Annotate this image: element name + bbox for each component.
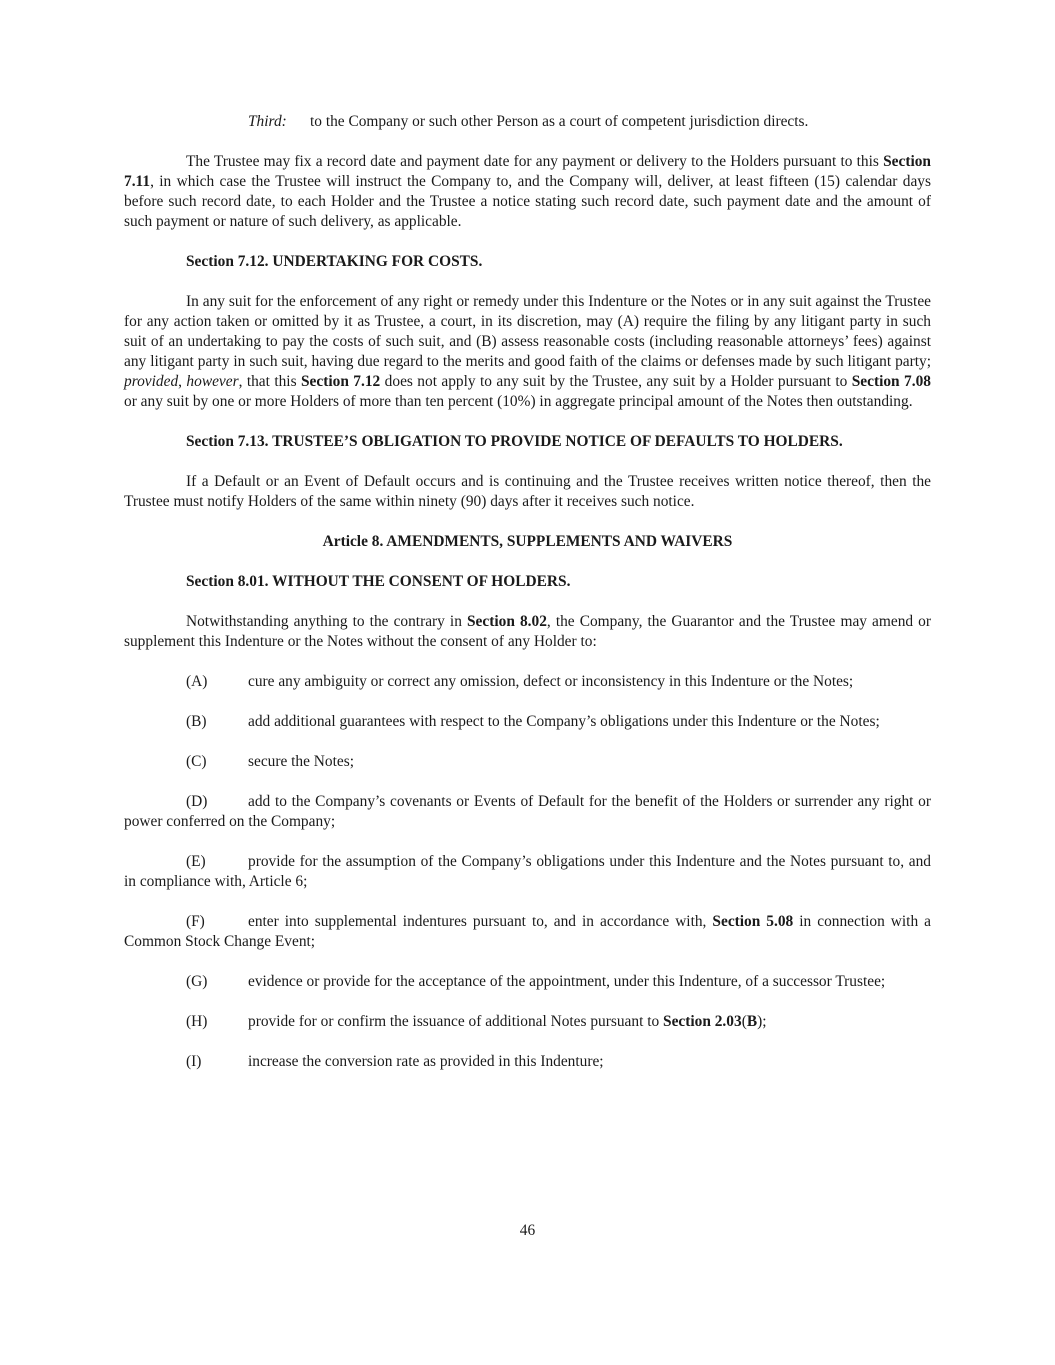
list-item-d: (D) add to the Company’s covenants or Events of Default for the benefit of the Holders or surrender any right or power conferred on the Company; [124, 793, 931, 830]
list-item-i: (I) increase the conversion rate as provided in this Indenture; [186, 1053, 604, 1070]
record-date-paragraph: The Trustee may fix a record date and payment date for any payment or delivery to the Holders pursuant to this Section 7.11, in which case the Trustee will instruct the Company to, and the Company will, deliver, at least fifteen (15) calendar days before such record date, to each Holder and the Trustee a notice stating such record date, such payment date and the amount of such payment or nature of such delivery, as applicable. [124, 153, 931, 230]
section-8-01-body: Notwithstanding anything to the contrary in Section 8.02, the Company, the Guarantor and the Trustee may amend or supplement this Indenture or the Notes without the consent of any Holder to: [124, 613, 931, 650]
section-ref: Section 2.03 [663, 1013, 742, 1030]
section-7-13-body: If a Default or an Event of Default occurs and is continuing and the Trustee receives written notice thereof, then the Trustee must notify Holders of the same within ninety (90) days after it receives such notice. [124, 473, 931, 510]
section-7-13-heading: Section 7.13. TRUSTEE’S OBLIGATION TO PROVIDE NOTICE OF DEFAULTS TO HOLDERS. [186, 433, 843, 450]
list-item-b: (B) add additional guarantees with respect to the Company’s obligations under this Indenture or the Notes; [186, 713, 880, 730]
third-text: to the Company or such other Person as a court of competent jurisdiction directs. [310, 113, 809, 130]
page-number: 46 [519, 1222, 536, 1239]
section-ref: Section 5.08 [712, 913, 794, 930]
third-label: Third [248, 113, 282, 130]
list-item-h: (H) provide for or confirm the issuance of additional Notes pursuant to Section 2.03(B); [186, 1013, 767, 1030]
section-ref: Section 7.12 [301, 373, 381, 390]
list-item-g: (G) evidence or provide for the acceptance of the appointment, under this Indenture, of a successor Trustee; [186, 973, 886, 990]
section-8-01-heading: Section 8.01. WITHOUT THE CONSENT OF HOLDERS. [186, 573, 571, 590]
list-item-f: (F) enter into supplemental indentures pursuant to, and in accordance with, Section 5.08 in connection with a Common Stock Change Event; [124, 913, 931, 950]
section-ref: Section 7.08 [851, 373, 931, 390]
third-priority-line [124, 112, 931, 132]
section-ref: Section 7.11 [124, 153, 931, 190]
list-item-c: (C) secure the Notes; [186, 753, 354, 770]
third-colon: : [281, 113, 287, 130]
section-ref: Section 8.02 [467, 613, 547, 630]
list-item-a: (A) cure any ambiguity or correct any omission, defect or inconsistency in this Indenture or the Notes; [186, 673, 854, 690]
article-8-heading: Article 8. AMENDMENTS, SUPPLEMENTS AND WAIVERS [322, 533, 733, 550]
section-7-12-heading: Section 7.12. UNDERTAKING FOR COSTS. [186, 253, 483, 270]
list-item-e: (E) provide for the assumption of the Company’s obligations under this Indenture and the Notes pursuant to, and in compliance with, Article 6; [124, 853, 931, 890]
document-page [124, 112, 931, 1072]
section-7-12-body: In any suit for the enforcement of any right or remedy under this Indenture or the Notes or in any suit against the Trustee for any action taken or omitted by it as Trustee, a court, in its discretion, may (A) require the filing by any litigant party in such suit of an undertaking to pay the costs of such suit, and (B) assess reasonable costs (including reasonable attorneys’ fees) against any litigant party in such suit, having due regard to the merits and good faith of the claims or defenses made by such litigant party; provided, however, that this Section 7.12 does not apply to any suit by the Trustee, any suit by a Holder pursuant to Section 7.08 or any suit by one or more Holders of more than ten percent (10%) in aggregate principal amount of the Notes then outstanding. [124, 293, 931, 410]
